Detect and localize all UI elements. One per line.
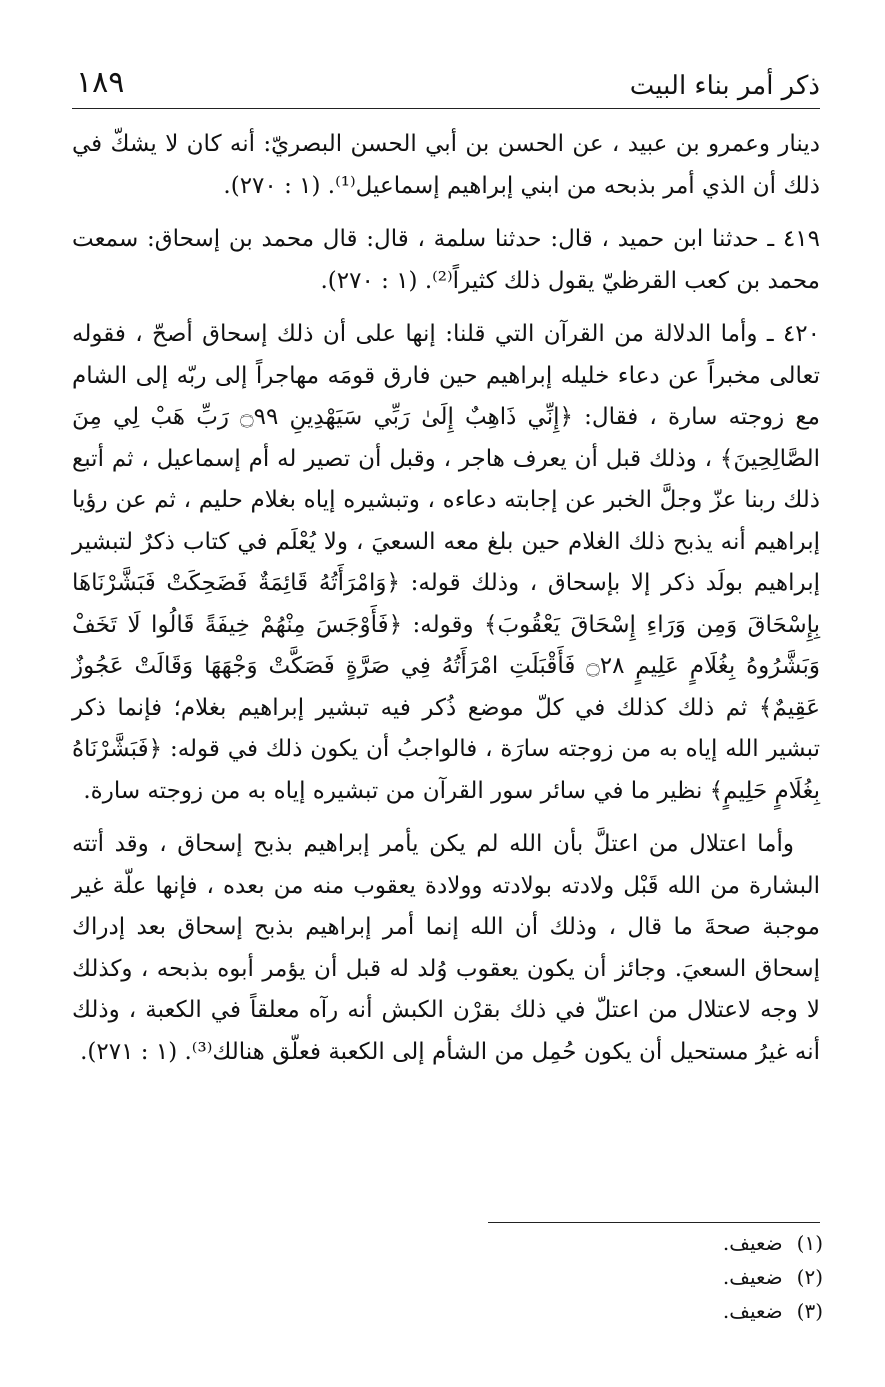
footnote-text: ضعيف. xyxy=(722,1299,783,1323)
paragraph-continuation: دينار وعمرو بن عبيد ، عن الحسن بن أبي الحسن البصريّ: أنه كان لا يشكّ في ذلك أن الذي أمر بذبحه من ابني إبراهيم إسماعيل⁽¹⁾. (١ : ٢٧٠). xyxy=(72,131,820,199)
footnote-1 xyxy=(523,1226,823,1260)
footnote-3 xyxy=(523,1294,823,1328)
footnote-number: (٣) xyxy=(796,1299,823,1323)
footnote-text: ضعيف. xyxy=(722,1231,783,1255)
footnote-number: (٢) xyxy=(796,1265,823,1289)
paragraph-420: ٤٢٠ ـ وأما الدلالة من القرآن التي قلنا: إنها على أن ذلك إسحاق أصحّ ، فقوله تعالى مخبراً عن دعاء خليله إبراهيم حين فارق قومَه مهاجراً إلى ربّه إلى الشام مع زوجته سارة ، فقال: ﴿إِنِّي ذَاهِبٌ إِلَىٰ رَبِّي سَيَهْدِينِ ۝٩٩ رَبِّ هَبْ لِي مِنَ الصَّالِحِينَ﴾ ، وذلك قبل أن يعرف هاجر ، وقبل أن تصير له أم إسماعيل ، ثم أتبع ذلك ربنا عزّ وجلَّ الخبر عن إجابته دعاءه ، وتبشيره إياه بغلام حليم ، ثم عن رؤيا إبراهيم أنه يذبح ذلك الغلام حين بلغ معه السعيَ ، ولا يُعْلَم في كتاب ذكرٌ لتبشير إبراهيم بولَد ذكر إلا بإسحاق ، وذلك قوله: ﴿وَامْرَأَتُهُ قَائِمَةٌ فَضَحِكَتْ فَبَشَّرْنَاهَا بِإِسْحَاقَ وَمِن وَرَاءِ إِسْحَاقَ يَعْقُوبَ﴾ وقوله: ﴿فَأَوْجَسَ مِنْهُمْ خِيفَةً قَالُوا لَا تَخَفْ وَبَشَّرُوهُ بِغُلَامٍ عَلِيمٍ ۝٢٨ فَأَقْبَلَتِ امْرَأَتُهُ فِي صَرَّةٍ فَصَكَّتْ وَجْهَهَا وَقَالَتْ عَجُوزٌ عَقِيمٌ﴾ ثم ذلك كذلك في كلّ موضع ذُكر فيه تبشير إبراهيم بغلام؛ فإنما ذكر تبشير الله إياه به من زوجته سارَة ، فالواجبُ أن يكون ذلك في قوله: ﴿فَبَشَّرْنَاهُ بِغُلَامٍ حَلِيمٍ﴾ نظير ما في سائر سور القرآن من تبشيره إياه به من زوجته سارة. xyxy=(72,321,821,804)
main-text xyxy=(72,124,820,1085)
paragraph-refutation: وأما اعتلال من اعتلَّ بأن الله لم يكن يأمر إبراهيم بذبح إسحاق ، وقد أتته البشارة من الله قَبْل ولادته بولادته وولادة يعقوب منه من بعده ، فإنها علّة غير موجبة صحةَ ما قال ، وذلك أن الله إنما أمر إبراهيم بذبح إسحاق بعد إدراك إسحاق السعيَ. وجائز أن يكون يعقوب وُلد له قبل أن يؤمر أبوه بذبحه ، وكذلك لا وجه لاعتلال من اعتلّ في ذلك بقرْن الكبش أنه رآه معلقاً في الكعبة ، وذلك أنه غيرُ مستحيل أن يكون حُمِل من الشأم إلى الكعبة فعلّق هنالك⁽³⁾. (١ : ٢٧١). xyxy=(72,831,820,1065)
footnote-2 xyxy=(523,1260,823,1294)
header-divider xyxy=(72,108,820,109)
paragraph-419: ٤١٩ ـ حدثنا ابن حميد ، قال: حدثنا سلمة ، قال: قال محمد بن إسحاق: سمعت محمد بن كعب القرظيّ يقول ذلك كثيراً⁽²⁾. (١ : ٢٧٠). xyxy=(72,226,820,294)
page-number: ١٨٩ xyxy=(76,65,125,100)
footnote-divider xyxy=(488,1222,820,1223)
running-title: ذكر أمر بناء البيت xyxy=(629,71,820,101)
footnote-text: ضعيف. xyxy=(722,1265,783,1289)
footnotes xyxy=(523,1226,823,1328)
footnote-number: (١) xyxy=(796,1231,823,1255)
page-header xyxy=(72,62,820,106)
